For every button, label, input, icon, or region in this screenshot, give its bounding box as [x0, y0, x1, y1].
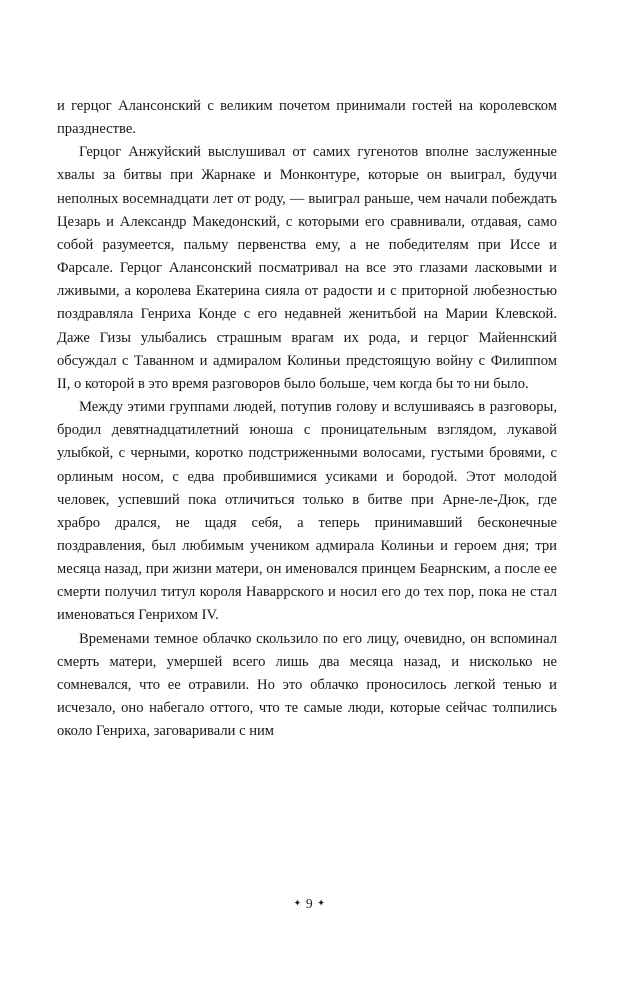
page-number: 9	[305, 896, 314, 911]
ornament-left-icon: ✦	[293, 899, 302, 909]
paragraph: Между этими группами людей, потупив голову и вслушиваясь в разговоры, бродил девятнадцатилетний юноша с проницательным взглядом, лукавой улыбкой, с черными, коротко подстриженными волосами, густыми бровями, с орлиным носом, с едва пробившимися усиками и бородой. Этот молодой человек, успевший пока отличиться только в битве при Арне-ле-Дюк, где храбро дрался, не щадя себя, а теперь принимавший бесконечные поздравления, был любимым учеником адмирала Колиньи и героем дня; три месяца назад, при жизни матери, он именовался принцем Беарнским, а после ее смерти получил титул короля Наваррского и носил его до тех пор, пока не стал именоваться Генрихом IV.	[57, 399, 557, 624]
ornament-right-icon: ✦	[317, 899, 326, 909]
page-footer	[0, 896, 619, 912]
page-text-body	[57, 95, 557, 743]
paragraph: и герцог Алансонский с великим почетом принимали гостей на королевском празднестве.	[57, 98, 557, 138]
paragraph: Герцог Анжуйский выслушивал от самих гугенотов вполне заслуженные хвалы за битвы при Жарнаке и Монконтуре, которые он выиграл, будучи неполных восемнадцати лет от роду, — выиграл раньше, чем начали побеждать Цезарь и Александр Македонский, с которыми его сравнивали, отдавая, само собой разумеется, пальму первенства ему, а не победителям при Иссе и Фарсале. Герцог Алансонский посматривал на все это глазами ласковыми и лживыми, а королева Екатерина сияла от радости и с приторной любезностью поздравляла Генриха Конде с его недавней женитьбой на Марии Клевской. Даже Гизы улыбались страшным врагам их рода, и герцог Майеннский обсуждал с Таванном и адмиралом Колиньи предстоящую войну с Филиппом II, о которой в это время разговоров было больше, чем когда бы то ни было.	[57, 144, 557, 392]
paragraph: Временами темное облачко скользило по его лицу, очевидно, он вспоминал смерть матери, умершей всего лишь два месяца назад, и нисколько не сомневался, что ее отравили. Но это облачко проносилось легкой тенью и исчезало, оно набегало оттого, что те самые люди, которые сейчас толпились около Генриха, заговаривали с ним	[57, 630, 557, 740]
